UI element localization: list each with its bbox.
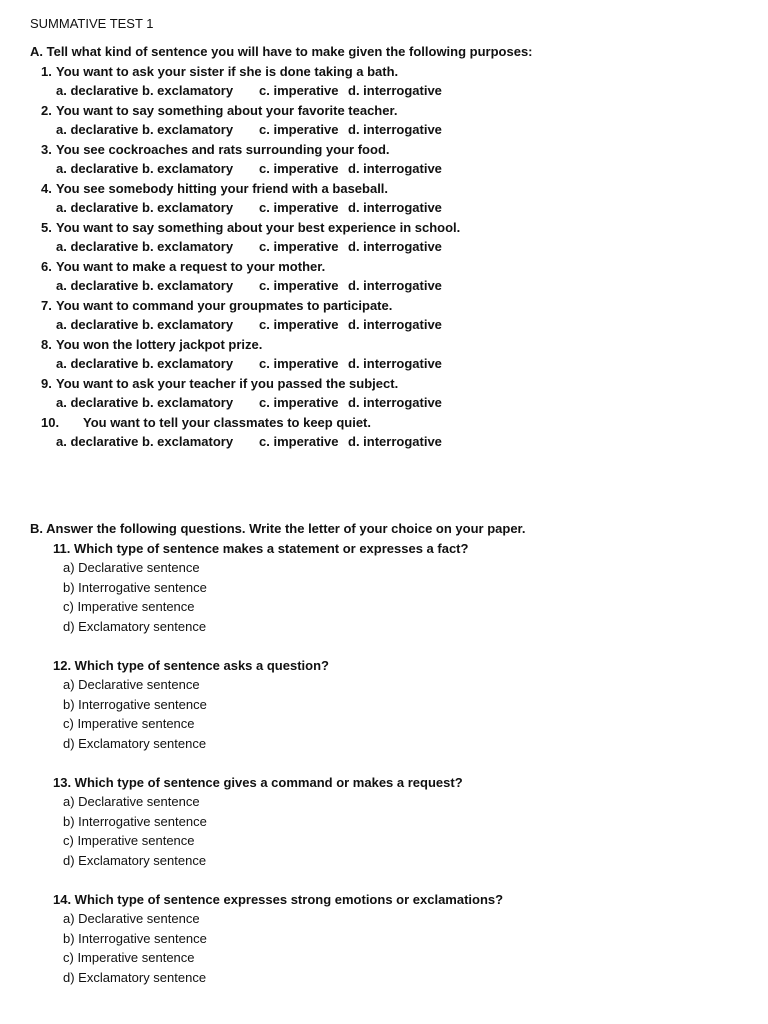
choice-c: c. imperative [259, 239, 339, 254]
option-a: a) Declarative sentence [63, 911, 200, 926]
option-c: c) Imperative sentence [63, 833, 195, 848]
answer-choices [30, 198, 750, 218]
question-text: 12. Which type of sentence asks a question? [53, 657, 329, 673]
option-a: a) Declarative sentence [63, 560, 200, 575]
option-d: d) Exclamatory sentence [63, 618, 207, 634]
choice-c: c. imperative [259, 317, 339, 332]
option-c: c) Imperative sentence [63, 716, 195, 731]
choice-a-b: a. declarative b. exclamatory [56, 317, 234, 332]
question-number: 9. [41, 375, 52, 391]
section-b-instruction: B. Answer the following questions. Write the letter of your choice on your paper. [30, 521, 526, 536]
choice-d: d. interrogative [348, 122, 442, 137]
question-number: 7. [41, 297, 52, 313]
question-line [30, 101, 750, 121]
choice-c: c. imperative [259, 122, 339, 137]
option-b: b) Interrogative sentence [63, 813, 207, 829]
option-a: a) Declarative sentence [63, 794, 200, 809]
question-item [53, 773, 750, 871]
question-item [30, 179, 750, 218]
question-item [53, 890, 750, 988]
question-number: 10. [41, 414, 60, 430]
option-c: c) Imperative sentence [63, 950, 195, 965]
question-item [53, 539, 750, 637]
choice-d: d. interrogative [348, 395, 442, 410]
section-b [30, 519, 750, 1007]
question-number: 1. [41, 63, 52, 79]
question-line [30, 179, 750, 199]
choice-c: c. imperative [259, 434, 339, 449]
question-item [30, 374, 750, 413]
question-number: 3. [41, 141, 52, 157]
question-text: You want to ask your sister if she is done taking a bath. [56, 63, 399, 79]
question-item [30, 335, 750, 374]
question-text: You want to say something about your best experience in school. [56, 219, 461, 235]
option-b: b) Interrogative sentence [63, 579, 207, 595]
question-line [30, 413, 750, 433]
question-item [30, 257, 750, 296]
question-text: You want to tell your classmates to keep quiet. [83, 414, 371, 430]
choice-a-b: a. declarative b. exclamatory [56, 356, 234, 371]
answer-choices [30, 276, 750, 296]
choice-d: d. interrogative [348, 356, 442, 371]
question-line [30, 374, 750, 394]
choice-c: c. imperative [259, 278, 339, 293]
option-c: c) Imperative sentence [63, 599, 195, 614]
choice-c: c. imperative [259, 83, 339, 98]
choice-a-b: a. declarative b. exclamatory [56, 161, 234, 176]
choice-a-b: a. declarative b. exclamatory [56, 200, 234, 215]
question-text: You want to make a request to your mother. [56, 258, 326, 274]
choice-c: c. imperative [259, 356, 339, 371]
question-item [30, 101, 750, 140]
question-line [30, 296, 750, 316]
choice-a-b: a. declarative b. exclamatory [56, 83, 234, 98]
page-title: SUMMATIVE TEST 1 [30, 16, 154, 31]
question-text: You want to ask your teacher if you passed the subject. [56, 375, 399, 391]
option-a: a) Declarative sentence [63, 677, 200, 692]
option-d: d) Exclamatory sentence [63, 852, 207, 868]
answer-choices [30, 315, 750, 335]
answer-choices [30, 81, 750, 101]
question-number: 6. [41, 258, 52, 274]
question-item [30, 296, 750, 335]
question-text: 14. Which type of sentence expresses strong emotions or exclamations? [53, 891, 504, 907]
option-b: b) Interrogative sentence [63, 696, 207, 712]
answer-choices [30, 354, 750, 374]
choice-d: d. interrogative [348, 161, 442, 176]
option-d: d) Exclamatory sentence [63, 969, 207, 985]
section-a [30, 42, 750, 452]
choice-d: d. interrogative [348, 239, 442, 254]
question-text: 13. Which type of sentence gives a command or makes a request? [53, 774, 463, 790]
choice-c: c. imperative [259, 395, 339, 410]
question-text: You see cockroaches and rats surrounding your food. [56, 141, 390, 157]
choice-a-b: a. declarative b. exclamatory [56, 434, 234, 449]
question-item [30, 218, 750, 257]
question-number: 8. [41, 336, 52, 352]
choice-d: d. interrogative [348, 434, 442, 449]
answer-choices [30, 237, 750, 257]
question-item [30, 140, 750, 179]
section-a-instruction: A. Tell what kind of sentence you will have to make given the following purposes: [30, 44, 533, 59]
answer-choices [30, 159, 750, 179]
question-item [53, 656, 750, 754]
question-number: 2. [41, 102, 52, 118]
question-number: 5. [41, 219, 52, 235]
question-text: You see somebody hitting your friend with a baseball. [56, 180, 389, 196]
answer-choices [30, 393, 750, 413]
option-d: d) Exclamatory sentence [63, 735, 207, 751]
choice-c: c. imperative [259, 161, 339, 176]
choice-a-b: a. declarative b. exclamatory [56, 278, 234, 293]
question-item [30, 62, 750, 101]
question-line [30, 62, 750, 82]
answer-choices [30, 432, 750, 452]
question-item [30, 413, 750, 452]
question-text: You want to command your groupmates to participate. [56, 297, 393, 313]
choice-d: d. interrogative [348, 317, 442, 332]
question-text: You want to say something about your favorite teacher. [56, 102, 398, 118]
choice-d: d. interrogative [348, 278, 442, 293]
question-line [30, 140, 750, 160]
option-b: b) Interrogative sentence [63, 930, 207, 946]
choice-a-b: a. declarative b. exclamatory [56, 122, 234, 137]
choice-d: d. interrogative [348, 200, 442, 215]
question-number: 4. [41, 180, 52, 196]
question-text: 11. Which type of sentence makes a statement or expresses a fact? [53, 540, 469, 556]
question-line [30, 218, 750, 238]
question-text: You won the lottery jackpot prize. [56, 336, 263, 352]
question-line [30, 257, 750, 277]
question-line [30, 335, 750, 355]
answer-choices [30, 120, 750, 140]
choice-a-b: a. declarative b. exclamatory [56, 239, 234, 254]
choice-c: c. imperative [259, 200, 339, 215]
choice-a-b: a. declarative b. exclamatory [56, 395, 234, 410]
choice-d: d. interrogative [348, 83, 442, 98]
